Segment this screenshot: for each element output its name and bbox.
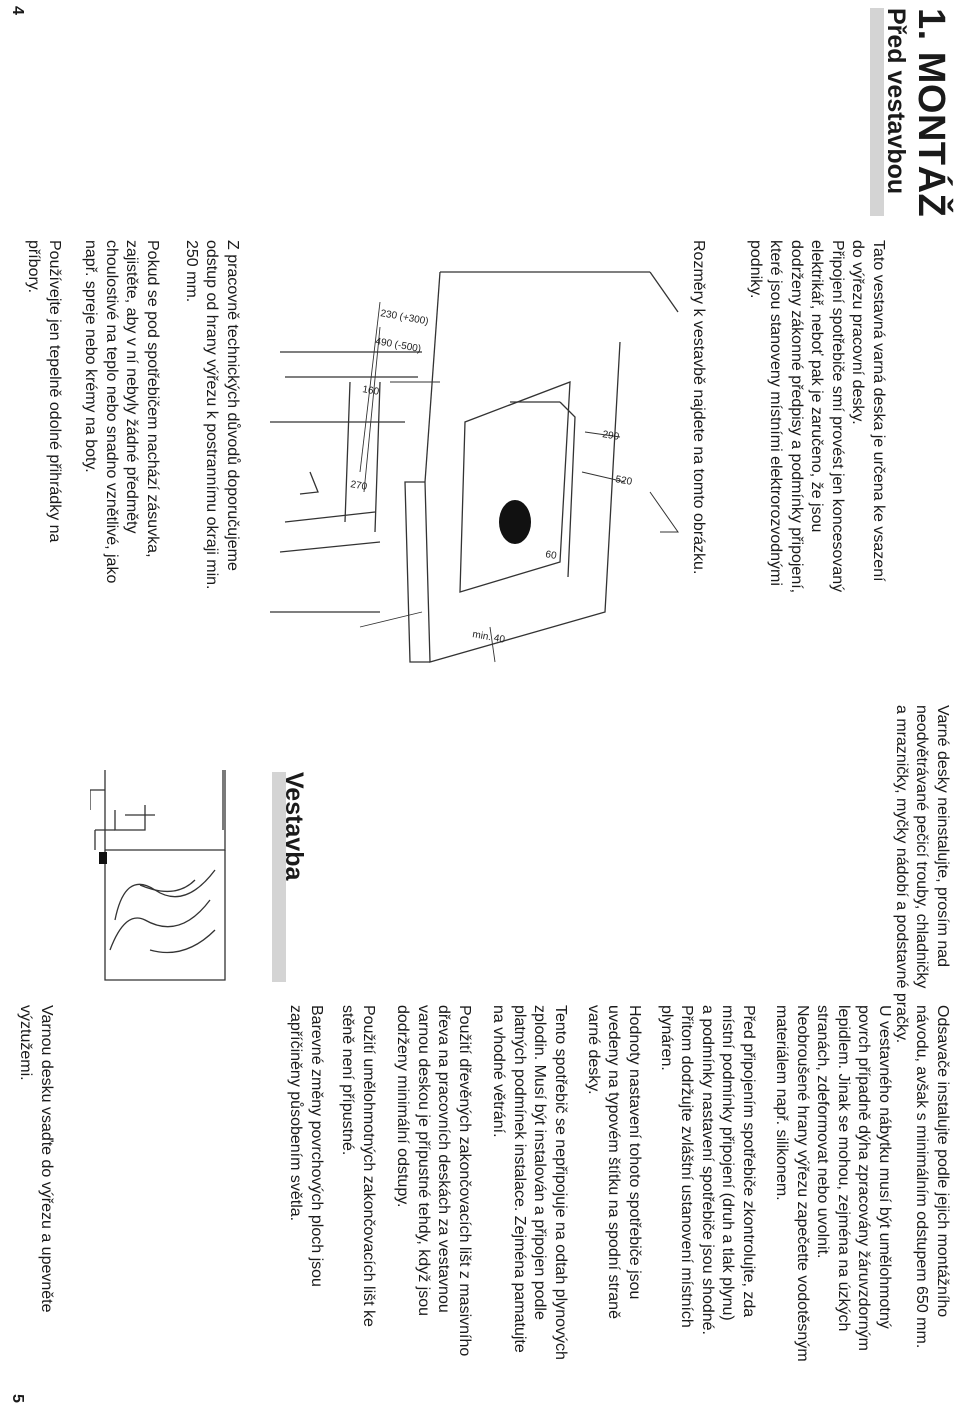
- plastic-trim-paragraph: Použití umělohmotných zakončovacích lišt ke stěně není přípustné.: [339, 1005, 377, 1327]
- wood-trim-paragraph: Použití dřevěných zakončovacích lišt z masivního dřeva na pracovních deskách za vestavnou varnou deskou je přípustné tehdy, když jsou dodrženy minimální odstupy.: [394, 1005, 473, 1357]
- settings-paragraph: Hodnoty nastavení tohoto spotřebiče jsou uvedeny na typovém štítku na spodní straně varné desky.: [585, 1005, 643, 1319]
- hood-paragraph: Odsavače instalujte podle jejich montážního návodu, avšak s minimálním odstupem 650 mm.: [913, 1005, 951, 1349]
- trays-paragraph: Používejte jen tepelně odolné přihrádky na příbory.: [25, 240, 63, 543]
- dimensions-note: Rozměry k vestavbě najdete na tomto obrázku.: [690, 240, 707, 575]
- dim-label-160: 160: [361, 384, 380, 398]
- dim-label-290: 290: [601, 429, 620, 443]
- page-number-right: 5: [9, 1394, 26, 1403]
- dim-label-490: 490 (-500): [374, 336, 422, 355]
- dim-label-60: 60: [544, 549, 558, 562]
- section-title-installation: Vestavba: [280, 772, 308, 881]
- drawer-paragraph: Pokud se pod spotřebičem nachází zásuvka, zajistěte, aby v ní nebyly žádné předměty choulostivé na teplo nebo snadno vznětlivé, jako např. spreje nebo krémy na boty.: [82, 240, 161, 584]
- furniture-paragraph: U vestavného nábytku musí být umělohmotný povrch případně dýha zpracovány žáruvzdorným lepidlem. Jinak se mohou, zejména na úzkých stranách, zdeformovat nebo uvolnit. Neobroušené hrany výřezu zapečette vodotěsným materiálem např. silikonem.: [773, 1005, 893, 1362]
- section-title-before-install: Před vestavbou: [882, 8, 910, 195]
- gas-check-paragraph: Před připojením spotřebiče zkontrolujte, zda místní podmínky připojení (druh a tlak plynu) a podmínky nastavení spotřebiče jsou shodné. Přitom dodržujte zvláštní ustanovení místních plynáren.: [658, 1005, 757, 1335]
- dim-label-min40: min. 40: [471, 629, 506, 646]
- distance-paragraph: Z pracovně technických důvodů doporučujeme odstup od hrany výřezu k postrannímu okraji min. 250 mm.: [183, 240, 241, 590]
- bracket-figure: [90, 770, 255, 985]
- insert-paragraph: Varnou desku vsaďte do výřezu a upevněte výztužemi.: [17, 1005, 55, 1313]
- chapter-title: 1. MONTÁŽ: [910, 8, 952, 218]
- intro-paragraph: Tato vestavná varná deska je určena ke vsazení do výřezu pracovní desky. Připojení spotřebiče smí provést jen koncesovaný elektrikář, neboť pak je zaručeno, že jsou dodrženy zákonné předpisy a podmínky připojení, které jsou stanoveny místními elektrorozvodnými podniky.: [747, 240, 887, 594]
- page-number-left: 4: [9, 6, 26, 15]
- color-change-paragraph: Barevné změny povrchových ploch jsou zapříčiněny působením světla.: [287, 1005, 325, 1287]
- dim-label-520: 520: [614, 474, 633, 488]
- cutout-dimensions-figure: [260, 232, 680, 672]
- dim-label-270: 270: [349, 479, 368, 493]
- placement-paragraph: Varné desky neinstalujte, prosím nad neodvětrávané pečicí trouby, chladničky a mrazničky, myčky nádobí a podstavné pračky.: [893, 705, 951, 1044]
- dim-label-230: 230 (+300): [379, 308, 430, 328]
- ventilation-paragraph: Tento spotřebič se nepřipojuje na odtah plynových zplodin. Musí být instalován a připojen podle platných podmínek instalace. Zejména pamatujte na vhodné větrání.: [490, 1005, 569, 1360]
